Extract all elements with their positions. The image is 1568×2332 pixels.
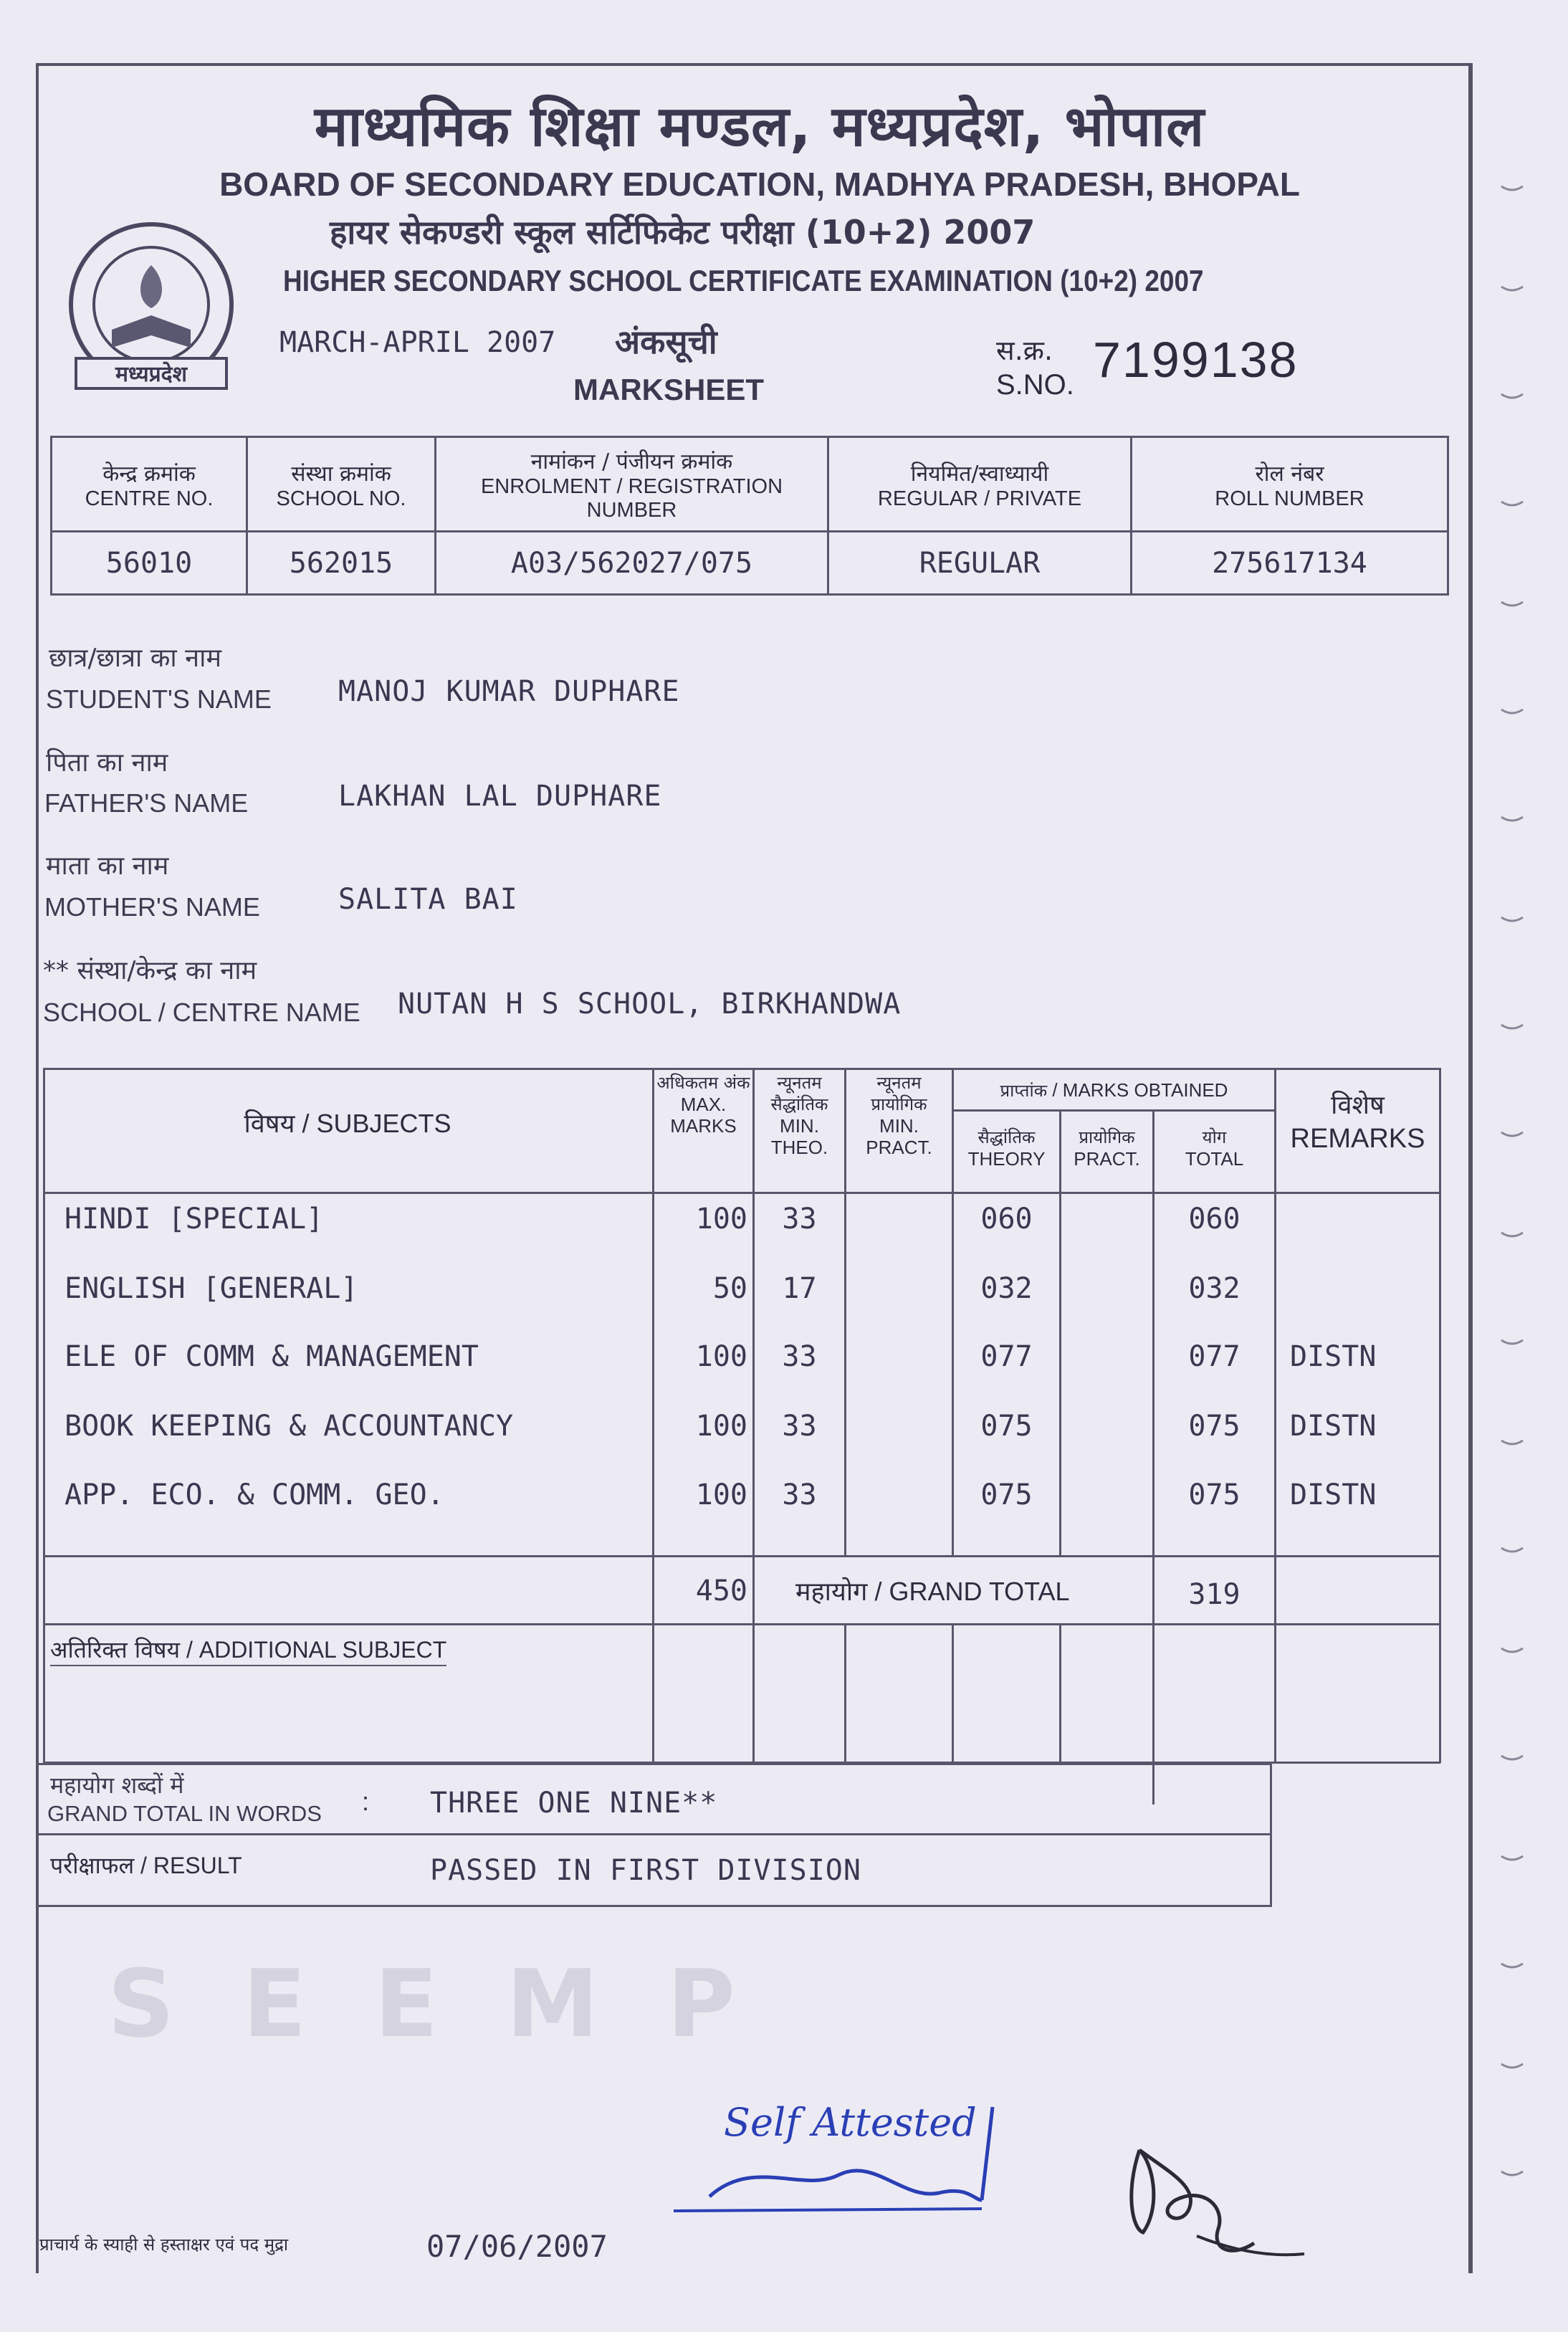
candidate-type: REGULAR — [828, 532, 1132, 595]
min-theory: 33 — [782, 1340, 817, 1373]
theory-marks: 032 — [980, 1272, 1033, 1305]
additional-subject-label: अतिरिक्त विषय / ADDITIONAL SUBJECT — [50, 1634, 446, 1666]
principal-signature — [1111, 2107, 1311, 2279]
board-seal-logo — [62, 222, 241, 394]
father-name: LAKHAN LAL DUPHARE — [338, 780, 662, 813]
min-theory: 17 — [782, 1272, 817, 1305]
theory-header: सैद्धांतिक THEORY — [967, 1127, 1046, 1170]
principal-signature-label: प्राचार्य के स्याही से हस्ताक्षर एवं पद मुद्रा — [39, 2235, 289, 2255]
marks-obtained-header: प्राप्तांक / MARKS OBTAINED — [1000, 1079, 1228, 1101]
father-name-label: FATHER'S NAME — [44, 788, 249, 818]
theory-marks: 077 — [980, 1340, 1033, 1373]
mother-name: SALITA BAI — [338, 883, 518, 916]
regular-private-header: नियमित/स्वाध्यायी REGULAR / PRIVATE — [828, 437, 1132, 532]
mother-name-label: MOTHER'S NAME — [44, 892, 260, 922]
remarks: DISTN — [1290, 1340, 1377, 1373]
enrolment-number: A03/562027/075 — [436, 532, 828, 595]
serial-label-hindi: स.क्र. — [996, 335, 1053, 366]
grand-total-words: THREE ONE NINE** — [430, 1787, 718, 1820]
remarks-header: विशेष REMARKS — [1290, 1091, 1425, 1154]
svg-text:मध्यप्रदेश: मध्यप्रदेश — [115, 362, 188, 387]
max-marks-total: 450 — [695, 1574, 747, 1607]
school-no-header: संस्था क्रमांक SCHOOL NO. — [247, 437, 436, 532]
grand-total-value: 319 — [1188, 1578, 1240, 1611]
exam-title-hindi: हायर सेकण्डरी स्कूल सर्टिफिकेट परीक्षा (10+2) 2007 — [330, 213, 1036, 252]
colon-separator: : — [362, 1787, 370, 1816]
svg-text:Self Attested: Self Attested — [724, 2100, 977, 2145]
subjects-header: विषय / SUBJECTS — [244, 1109, 451, 1139]
max-marks: 50 — [712, 1272, 747, 1305]
total-marks: 032 — [1188, 1272, 1240, 1305]
subject-name: ENGLISH [GENERAL] — [64, 1272, 358, 1305]
board-title-hindi: माध्यमिक शिक्षा मण्डल, मध्यप्रदेश, भोपाल — [314, 95, 1205, 159]
marksheet-title-hindi: अंकसूची — [615, 322, 717, 361]
school-name-label-hindi: ** संस्था/केन्द्र का नाम — [43, 956, 257, 985]
result-label: परीक्षाफल / RESULT — [50, 1852, 242, 1879]
student-name-label-hindi: छात्र/छात्रा का नाम — [49, 644, 222, 673]
total-marks: 060 — [1188, 1203, 1240, 1236]
subject-name: APP. ECO. & COMM. GEO. — [64, 1478, 444, 1511]
centre-number: 56010 — [52, 532, 247, 595]
total-marks: 077 — [1188, 1340, 1240, 1373]
max-marks: 100 — [695, 1410, 747, 1443]
max-marks: 100 — [695, 1340, 747, 1373]
serial-number: 7199138 — [1093, 332, 1299, 388]
student-name: MANOJ KUMAR DUPHARE — [338, 675, 680, 708]
subject-name: BOOK KEEPING & ACCOUNTANCY — [64, 1410, 514, 1443]
theory-marks: 060 — [980, 1203, 1033, 1236]
total-marks: 075 — [1188, 1478, 1240, 1511]
grand-total-label: महायोग / GRAND TOTAL — [795, 1577, 1070, 1607]
exam-session: MARCH-APRIL 2007 — [279, 326, 556, 359]
min-practical-header: न्यूनतम प्रायोगिक MIN. PRACT. — [866, 1073, 932, 1158]
min-theory: 33 — [782, 1203, 817, 1236]
school-number: 562015 — [247, 532, 436, 595]
marks-table — [43, 1068, 1440, 1763]
max-marks: 100 — [695, 1203, 747, 1236]
marksheet-title-english: MARKSHEET — [573, 373, 765, 406]
school-name: NUTAN H S SCHOOL, BIRKHANDWA — [398, 988, 902, 1021]
result-value: PASSED IN FIRST DIVISION — [430, 1854, 861, 1887]
father-name-label-hindi: पिता का नाम — [46, 748, 168, 778]
grand-total-words-label-hindi: महायोग शब्दों में — [50, 1772, 184, 1799]
total-marks: 075 — [1188, 1410, 1240, 1443]
embossed-stamp-watermark: SEEMP — [107, 1949, 803, 2058]
binder-holes — [1494, 115, 1537, 2279]
centre-header: केन्द्र क्रमांक CENTRE NO. — [52, 437, 247, 532]
remarks: DISTN — [1290, 1410, 1377, 1443]
board-title-english: BOARD OF SECONDARY EDUCATION, MADHYA PRADESH, BHOPAL — [219, 166, 1300, 203]
min-theory-header: न्यूनतम सैद्धांतिक MIN. THEO. — [770, 1073, 828, 1158]
min-theory: 33 — [782, 1410, 817, 1443]
theory-marks: 075 — [980, 1410, 1033, 1443]
total-header: योग TOTAL — [1185, 1127, 1244, 1170]
mother-name-label-hindi: माता का नाम — [46, 851, 169, 881]
practical-header: प्रायोगिक PRACT. — [1074, 1127, 1140, 1170]
enrolment-header: नामांकन / पंजीयन क्रमांक ENROLMENT / REGISTRATION NUMBER — [436, 437, 828, 532]
roll-number: 275617134 — [1132, 532, 1448, 595]
min-theory: 33 — [782, 1478, 817, 1511]
subject-name: ELE OF COMM & MANAGEMENT — [64, 1340, 479, 1373]
serial-label-english: S.NO. — [996, 369, 1074, 401]
theory-marks: 075 — [980, 1478, 1033, 1511]
issue-date: 07/06/2007 — [426, 2229, 608, 2264]
result-box — [36, 1763, 1272, 1907]
roll-number-header: रोल नंबर ROLL NUMBER — [1132, 437, 1448, 532]
subject-name: HINDI [SPECIAL] — [64, 1203, 324, 1236]
self-attested-signature — [645, 2085, 1039, 2243]
student-name-label: STUDENT'S NAME — [46, 684, 272, 714]
remarks: DISTN — [1290, 1478, 1377, 1511]
identification-table — [50, 436, 1449, 596]
max-marks-header: अधिकतम अंक MAX. MARKS — [656, 1073, 750, 1137]
grand-total-words-label: GRAND TOTAL IN WORDS — [47, 1801, 322, 1826]
max-marks: 100 — [695, 1478, 747, 1511]
exam-title-english: HIGHER SECONDARY SCHOOL CERTIFICATE EXAMINATION (10+2) 2007 — [283, 264, 1204, 297]
school-name-label: SCHOOL / CENTRE NAME — [43, 998, 360, 1027]
